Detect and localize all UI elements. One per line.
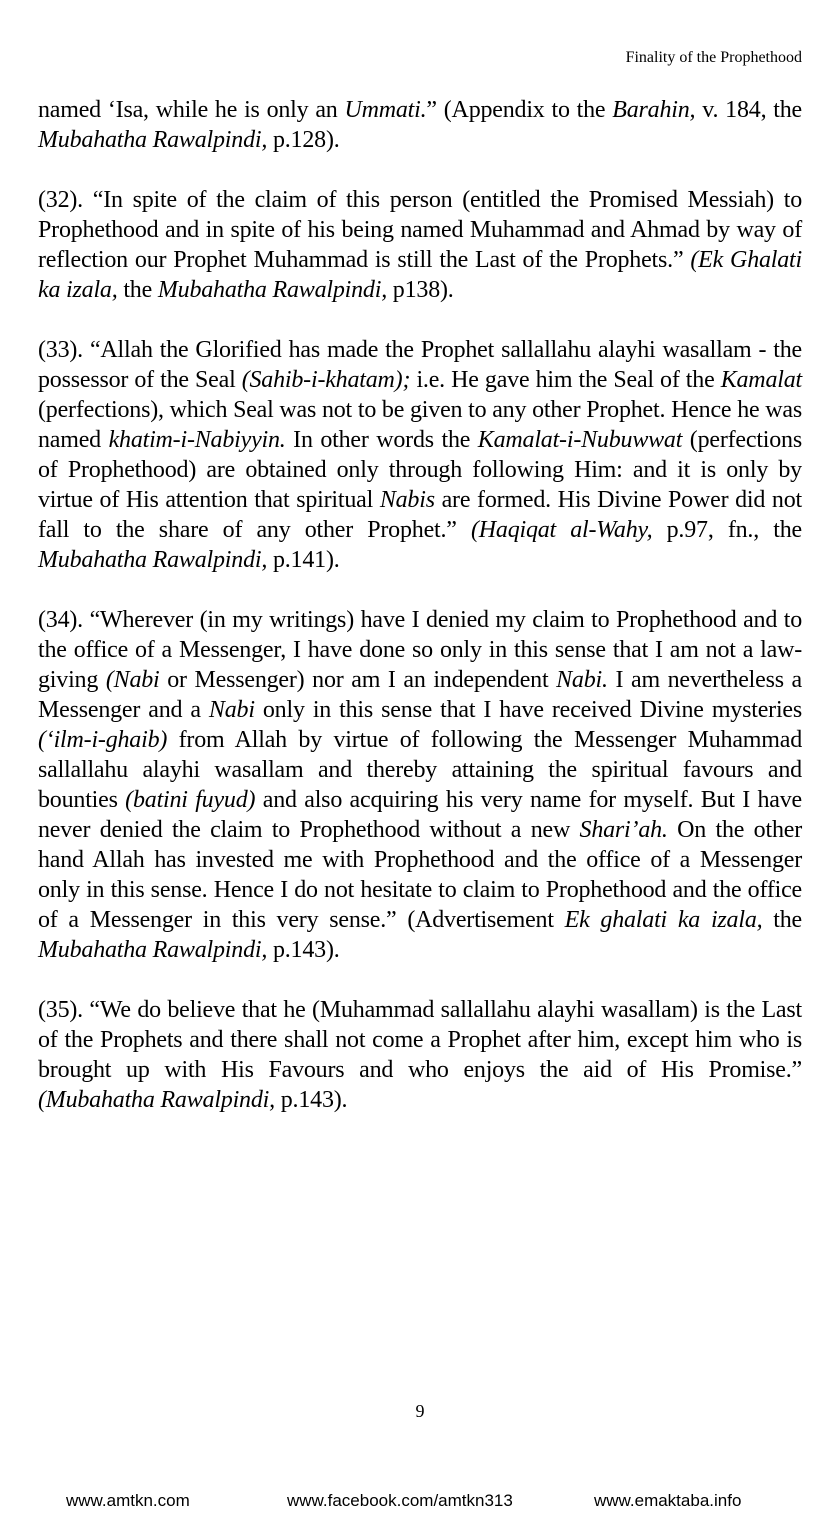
text-run: and also acquiring his very name for myself. But I have never denied the claim to Prophethood without a new	[38, 787, 802, 843]
text-run: only in this sense that I have received Divine mysteries	[254, 697, 803, 723]
footer-link-amtkn[interactable]: www.amtkn.com	[66, 1491, 190, 1510]
text-run: (33). “Allah the Glorified has made the Prophet sallallahu alayhi wasallam - the possessor of the Seal	[38, 337, 802, 393]
text-run: p138).	[387, 277, 454, 303]
text-run: p.141).	[267, 547, 340, 573]
paragraph-32	[38, 185, 802, 305]
paragraph-continuation	[38, 95, 802, 155]
italic-term: (‘ilm-i-ghaib)	[38, 727, 168, 753]
text-run: (35). “We do believe that he (Muhammad sallallahu alayhi wasallam) is the Last of the Prophets and there shall not come a Prophet after him, except him who is brought up with His Favours and who enjoys the aid of His Promise.”	[38, 997, 802, 1083]
italic-term: (Mubahatha Rawalpindi,	[38, 1087, 275, 1113]
text-run: named ‘Isa, while he is only an	[38, 97, 345, 123]
text-run: (34). “Wherever (in my writings) have I denied my claim to Prophethood and to the office of a Messenger, I have done so only in this sense that I am not a law-giving	[38, 607, 802, 693]
paragraph-34	[38, 605, 802, 965]
italic-term: khatim-i-Nabiyyin.	[108, 427, 286, 453]
italic-term: Mubahatha Rawalpindi,	[157, 277, 387, 303]
italic-term: (Haqiqat al-Wahy,	[470, 517, 653, 543]
running-head: Finality of the Prophethood	[625, 49, 802, 66]
text-run: p.128).	[267, 127, 340, 153]
text-run: p.143).	[267, 937, 340, 963]
italic-term: Kamalat	[720, 367, 802, 393]
text-run: are formed. His Divine Power did not fall to the share of any other Prophet.”	[38, 487, 802, 543]
text-run: (32). “In spite of the claim of this person (entitled the Promised Messiah) to Prophethood and in spite of his being named Muhammad and Ahmad by way of reflection our Prophet Muhammad is still the Last of the Prophets.”	[38, 187, 802, 273]
paragraph-33	[38, 335, 802, 575]
text-run: the	[117, 277, 158, 303]
italic-term: Nabi	[208, 697, 255, 723]
italic-term: Ummati.	[344, 97, 427, 123]
footer	[0, 1489, 840, 1513]
paragraph-35	[38, 995, 802, 1115]
italic-term: Ek ghalati ka izala,	[564, 907, 763, 933]
italic-term: (Sahib-i-khatam);	[241, 367, 411, 393]
italic-term: Shari’ah.	[579, 817, 668, 843]
italic-term: (Ek Ghalati ka izala,	[38, 247, 802, 303]
italic-term: Mubahatha Rawalpindi,	[38, 127, 268, 153]
italic-term: Mubahatha Rawalpindi,	[38, 937, 268, 963]
footer-link-facebook[interactable]: www.facebook.com/amtkn313	[287, 1491, 513, 1510]
text-run: p.97, fn., the	[652, 517, 802, 543]
page-number: 9	[415, 1401, 425, 1421]
italic-term: Kamalat-i-Nubuwwat	[477, 427, 683, 453]
italic-term: (Nabi	[105, 667, 160, 693]
footer-link-emaktaba[interactable]: www.emaktaba.info	[594, 1491, 742, 1510]
text-run: or Messenger) nor am I an independent	[159, 667, 557, 693]
text-run: from Allah by virtue of following the Messenger Muhammad sallallahu alayhi wasallam and thereby attaining the spiritual favours and bounties	[38, 727, 802, 813]
italic-term: Nabis	[379, 487, 435, 513]
text-run: i.e. He gave him the Seal of the	[410, 367, 721, 393]
text-run: ” (Appendix to the	[426, 97, 613, 123]
text-run: the	[762, 907, 802, 933]
text-run: (perfections), which Seal was not to be given to any other Prophet. Hence he was named	[38, 397, 802, 453]
text-run: (perfections of Prophethood) are obtained only through following Him: and it is only by virtue of His attention that spiritual	[38, 427, 802, 513]
body-text	[38, 95, 802, 1145]
text-run: On the other hand Allah has invested me with Prophethood and the office of a Messenger only in this sense. Hence I do not hesitate to claim to Prophethood and the office of a Messenger in this very sense.” (Advertisement	[38, 817, 802, 933]
italic-term: Mubahatha Rawalpindi,	[38, 547, 268, 573]
italic-term: (batini fuyud)	[125, 787, 256, 813]
italic-term: Barahin,	[612, 97, 696, 123]
italic-term: Nabi.	[556, 667, 608, 693]
text-run: I am nevertheless a Messenger and a	[38, 667, 802, 723]
text-run: v. 184, the	[695, 97, 802, 123]
text-run: In other words the	[285, 427, 478, 453]
text-run: p.143).	[274, 1087, 348, 1113]
